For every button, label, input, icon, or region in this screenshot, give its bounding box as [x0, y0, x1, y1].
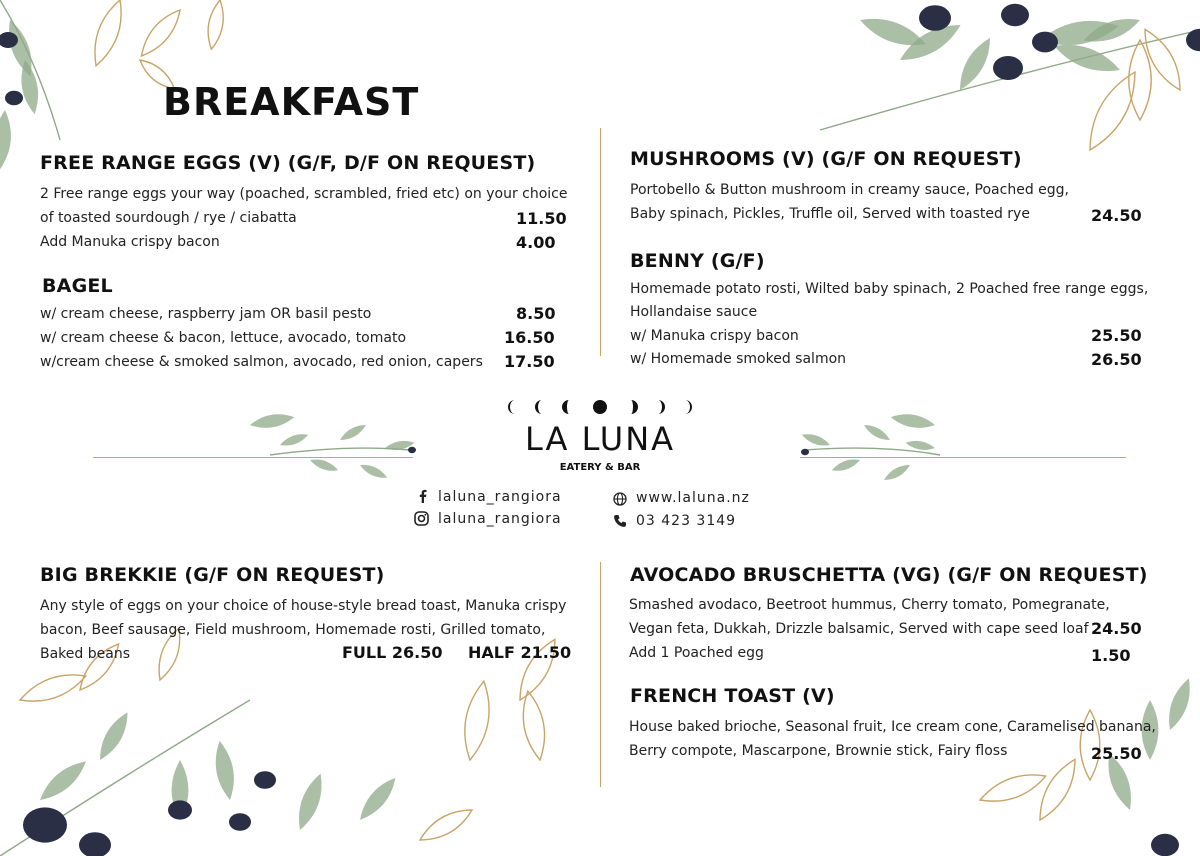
facebook-icon[interactable]: [416, 489, 430, 503]
divider-left-line: [93, 457, 413, 458]
logo: [505, 398, 695, 478]
benny-item: w/ Manuka crispy bacon: [630, 328, 799, 344]
bruschetta-addon-price: 1.50: [1091, 646, 1131, 665]
bagel-heading: BAGEL: [42, 275, 113, 297]
big-brekkie-full-price: FULL 26.50: [342, 643, 443, 662]
bruschetta-price: 24.50: [1091, 619, 1142, 638]
logo-tagline: EATERY & BAR: [559, 462, 641, 473]
mushrooms-desc: Baby spinach, Pickles, Truffle oil, Served with toasted rye: [630, 206, 1030, 222]
bagel-item-price: 17.50: [504, 352, 555, 371]
eggs-heading: FREE RANGE EGGS (V) (G/F, D/F ON REQUEST): [40, 152, 536, 174]
bagel-item-price: 8.50: [516, 304, 556, 323]
french-toast-price: 25.50: [1091, 744, 1142, 763]
benny-desc: Hollandaise sauce: [630, 304, 758, 320]
bagel-item: w/cream cheese & smoked salmon, avocado, red onion, capers: [40, 354, 483, 370]
globe-icon: [613, 492, 627, 506]
eggs-addon-price: 4.00: [516, 233, 556, 252]
instagram-handle[interactable]: laluna_rangiora: [438, 511, 562, 527]
bruschetta-addon: Add 1 Poached egg: [629, 645, 764, 661]
eggs-desc: 2 Free range eggs your way (poached, scrambled, fried etc) on your choice: [40, 186, 568, 202]
bagel-item: w/ cream cheese & bacon, lettuce, avocado, tomato: [40, 330, 407, 346]
logo-name: LA LUNA: [524, 420, 676, 458]
big-brekkie-heading: BIG BREKKIE (G/F ON REQUEST): [40, 564, 385, 586]
benny-desc: Homemade potato rosti, Wilted baby spinach, 2 Poached free range eggs,: [630, 281, 1149, 297]
french-toast-desc: Berry compote, Mascarpone, Brownie stick, Fairy floss: [629, 743, 1008, 759]
bruschetta-heading: AVOCADO BRUSCHETTA (VG) (G/F ON REQUEST): [630, 564, 1148, 586]
moon-phases-icon: [505, 398, 695, 418]
french-toast-heading: FRENCH TOAST (V): [630, 685, 835, 707]
eggs-desc: of toasted sourdough / rye / ciabatta: [40, 210, 297, 226]
big-brekkie-half-price: HALF 21.50: [468, 643, 572, 662]
bagel-item-price: 16.50: [504, 328, 555, 347]
big-brekkie-desc: Baked beans: [40, 646, 130, 662]
benny-item: w/ Homemade smoked salmon: [630, 351, 847, 367]
mushrooms-desc: Portobello & Button mushroom in creamy sauce, Poached egg,: [630, 182, 1069, 198]
facebook-handle[interactable]: laluna_rangiora: [438, 489, 562, 505]
french-toast-desc: House baked brioche, Seasonal fruit, Ice cream cone, Caramelised banana,: [629, 719, 1156, 735]
website-link[interactable]: www.laluna.nz: [636, 490, 750, 506]
eggs-addon: Add Manuka crispy bacon: [40, 234, 220, 250]
divider-top: [600, 128, 601, 356]
bruschetta-desc: Smashed avodaco, Beetroot hummus, Cherry tomato, Pomegranate,: [629, 597, 1110, 613]
big-brekkie-desc: Any style of eggs on your choice of house-style bread toast, Manuka crispy: [40, 598, 567, 614]
divider-bottom: [600, 562, 601, 787]
phone-number[interactable]: 03 423 3149: [636, 513, 737, 529]
bruschetta-desc: Vegan feta, Dukkah, Drizzle balsamic, Served with cape seed loaf: [629, 621, 1089, 637]
bagel-item: w/ cream cheese, raspberry jam OR basil pesto: [40, 306, 372, 322]
benny-item-price: 26.50: [1091, 350, 1142, 369]
big-brekkie-desc: bacon, Beef sausage, Field mushroom, Homemade rosti, Grilled tomato,: [40, 622, 546, 638]
benny-heading: BENNY (G/F): [630, 250, 765, 272]
mushrooms-price: 24.50: [1091, 206, 1142, 225]
mushrooms-heading: MUSHROOMS (V) (G/F ON REQUEST): [630, 148, 1022, 170]
instagram-icon[interactable]: [414, 511, 429, 526]
page-title: BREAKFAST: [163, 80, 420, 124]
divider-right-line: [800, 457, 1126, 458]
eggs-price: 11.50: [516, 209, 567, 228]
benny-item-price: 25.50: [1091, 326, 1142, 345]
phone-icon: [613, 514, 627, 528]
